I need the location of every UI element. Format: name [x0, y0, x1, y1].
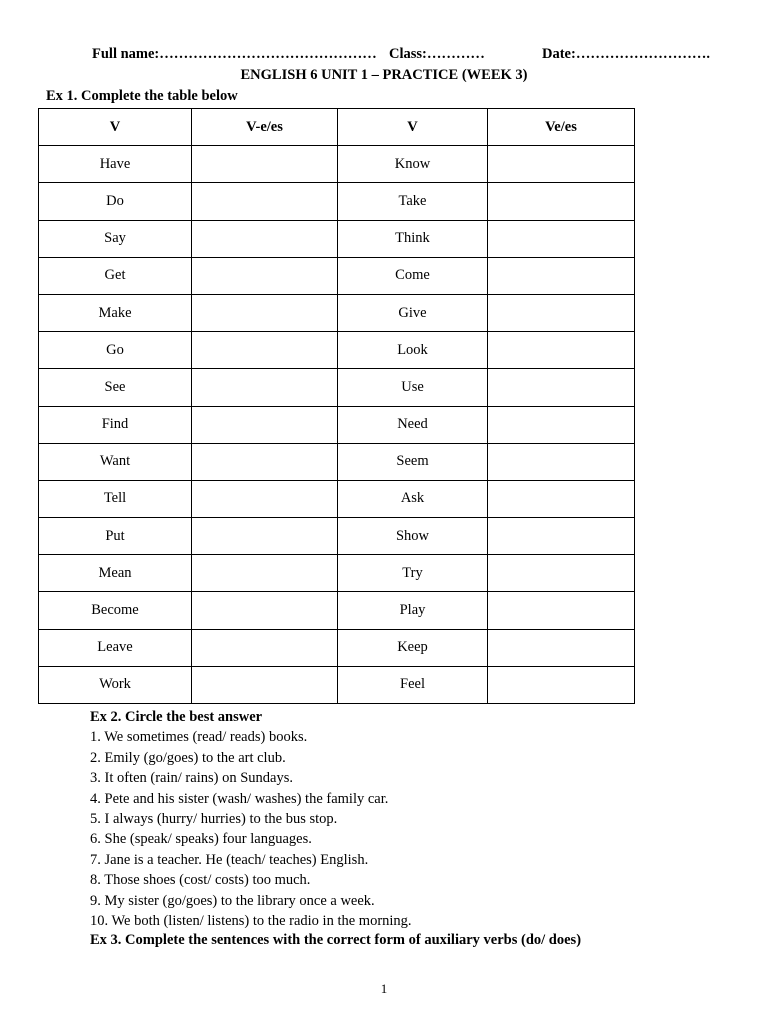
verb-cell: Seem	[338, 443, 488, 480]
table-row	[39, 666, 635, 703]
verb-cell: Give	[338, 294, 488, 331]
answer-cell[interactable]	[488, 257, 635, 294]
answer-cell[interactable]	[192, 332, 338, 369]
list-item: 4. Pete and his sister (wash/ washes) the family car.	[90, 790, 389, 807]
answer-cell[interactable]	[192, 443, 338, 480]
answer-cell[interactable]	[488, 183, 635, 220]
list-item: 9. My sister (go/goes) to the library once a week.	[90, 892, 375, 909]
answer-cell[interactable]	[192, 555, 338, 592]
verb-cell: Want	[39, 443, 192, 480]
answer-cell[interactable]	[488, 406, 635, 443]
verb-cell: Come	[338, 257, 488, 294]
worksheet-title: ENGLISH 6 UNIT 1 – PRACTICE (WEEK 3)	[240, 67, 528, 83]
verb-cell: Put	[39, 518, 192, 555]
answer-cell[interactable]	[488, 592, 635, 629]
verb-cell: Use	[338, 369, 488, 406]
list-item: 6. She (speak/ speaks) four languages.	[90, 831, 312, 848]
verb-cell: Work	[39, 666, 192, 703]
answer-cell[interactable]	[192, 406, 338, 443]
full-name-field: Full name:………………………………………	[92, 46, 377, 62]
column-header: V	[338, 109, 488, 146]
list-item: 10. We both (listen/ listens) to the radio in the morning.	[90, 913, 412, 930]
answer-cell[interactable]	[488, 629, 635, 666]
answer-cell[interactable]	[488, 555, 635, 592]
verb-cell: Mean	[39, 555, 192, 592]
verb-cell: Go	[39, 332, 192, 369]
answer-cell[interactable]	[488, 518, 635, 555]
answer-cell[interactable]	[192, 369, 338, 406]
answer-cell[interactable]	[488, 146, 635, 183]
answer-cell[interactable]	[488, 369, 635, 406]
verb-cell: Say	[39, 220, 192, 257]
table-row	[39, 220, 635, 257]
verb-cell: Become	[39, 592, 192, 629]
table-row	[39, 183, 635, 220]
ex1-heading: Ex 1. Complete the table below	[46, 88, 238, 104]
table-row	[39, 555, 635, 592]
answer-cell[interactable]	[192, 183, 338, 220]
class-field: Class:…………	[389, 46, 485, 62]
answer-cell[interactable]	[192, 146, 338, 183]
verb-cell: Find	[39, 406, 192, 443]
table-row	[39, 443, 635, 480]
verb-cell: Tell	[39, 480, 192, 517]
list-item: 7. Jane is a teacher. He (teach/ teaches) English.	[90, 851, 369, 868]
verb-cell: Try	[338, 555, 488, 592]
list-item: 2. Emily (go/goes) to the art club.	[90, 749, 286, 766]
date-field: Date:……………………….	[542, 46, 710, 62]
table-row	[39, 332, 635, 369]
answer-cell[interactable]	[488, 443, 635, 480]
answer-cell[interactable]	[488, 220, 635, 257]
table-row	[39, 257, 635, 294]
table-row	[39, 592, 635, 629]
verb-cell: See	[39, 369, 192, 406]
table-row	[39, 146, 635, 183]
answer-cell[interactable]	[192, 257, 338, 294]
verb-cell: Keep	[338, 629, 488, 666]
verb-cell: Play	[338, 592, 488, 629]
table-row	[39, 518, 635, 555]
list-item: 8. Those shoes (cost/ costs) too much.	[90, 872, 311, 889]
verb-cell: Get	[39, 257, 192, 294]
answer-cell[interactable]	[488, 294, 635, 331]
verb-cell: Make	[39, 294, 192, 331]
table-row	[39, 629, 635, 666]
verb-cell: Show	[338, 518, 488, 555]
answer-cell[interactable]	[192, 480, 338, 517]
table-row	[39, 369, 635, 406]
ex2-section	[90, 707, 412, 931]
ex2-heading: Ex 2. Circle the best answer	[90, 709, 263, 725]
verb-cell: Ask	[338, 480, 488, 517]
ex3-heading: Ex 3. Complete the sentences with the correct form of auxiliary verbs (do/ does)	[90, 932, 582, 948]
answer-cell[interactable]	[488, 480, 635, 517]
answer-cell[interactable]	[192, 220, 338, 257]
verb-cell: Do	[39, 183, 192, 220]
verb-cell: Look	[338, 332, 488, 369]
list-item: 5. I always (hurry/ hurries) to the bus stop.	[90, 811, 338, 828]
page-number: 1	[380, 981, 388, 996]
verb-table	[38, 108, 635, 704]
verb-cell: Take	[338, 183, 488, 220]
list-item: 3. It often (rain/ rains) on Sundays.	[90, 770, 293, 787]
table-row	[39, 294, 635, 331]
answer-cell[interactable]	[488, 332, 635, 369]
answer-cell[interactable]	[192, 592, 338, 629]
answer-cell[interactable]	[192, 629, 338, 666]
verb-cell: Need	[338, 406, 488, 443]
verb-cell: Leave	[39, 629, 192, 666]
answer-cell[interactable]	[192, 518, 338, 555]
table-row	[39, 480, 635, 517]
verb-cell: Know	[338, 146, 488, 183]
table-row	[39, 406, 635, 443]
answer-cell[interactable]	[488, 666, 635, 703]
verb-cell: Feel	[338, 666, 488, 703]
verb-cell: Have	[39, 146, 192, 183]
verb-table-header-row	[39, 109, 635, 146]
column-header: V-e/es	[192, 109, 338, 146]
column-header: Ve/es	[488, 109, 635, 146]
list-item: 1. We sometimes (read/ reads) books.	[90, 729, 308, 746]
answer-cell[interactable]	[192, 294, 338, 331]
answer-cell[interactable]	[192, 666, 338, 703]
verb-cell: Think	[338, 220, 488, 257]
column-header: V	[39, 109, 192, 146]
